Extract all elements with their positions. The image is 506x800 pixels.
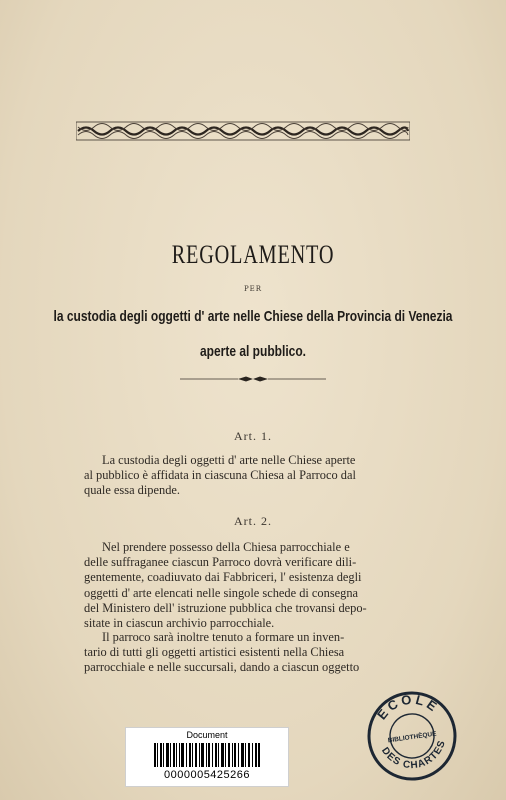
article-2-continuation	[84, 630, 414, 676]
text-line: gentemente, coadiuvato dai Fabbriceri, l' esistenza degli	[84, 570, 362, 585]
barcode-number: 0000005425266	[163, 769, 251, 781]
article-1-heading: Art. 1.	[234, 429, 272, 443]
title-connector: PER	[243, 285, 263, 293]
text-line: quale essa dipende.	[84, 483, 180, 498]
svg-text:ECOLE	[372, 690, 444, 724]
text-line: La custodia degli oggetti d' arte nelle Chiese aperte	[102, 453, 356, 467]
ornament-band	[76, 120, 410, 142]
text-line: tario di tutti gli oggetti artistici esistenti nella Chiesa	[84, 645, 345, 660]
text-line: sitate in ciascun archivio parrocchiale.	[84, 616, 275, 631]
text-line: oggetti d' arte elencati nelle singole schede di consegna	[84, 585, 359, 600]
stamp-top-text: ECOLE	[374, 691, 443, 723]
text-line: Il parroco sarà inoltre tenuto a formare un inven-	[102, 630, 345, 644]
text-line: delle suffraganee ciascun Parroco dovrà verificare dili-	[84, 555, 357, 570]
stamp-bottom-text: DES CHARTES	[379, 738, 449, 772]
subtitle-line-1: la custodia degli oggetti d' arte nelle Chiese della Provincia di Venezia	[53, 308, 453, 325]
text-line: al pubblico è affidata in ciascuna Chiesa al Parroco dal	[84, 468, 356, 483]
article-2-heading: Art. 2.	[234, 514, 272, 528]
subtitle-line-2: aperte al pubblico.	[199, 343, 307, 360]
section-divider	[180, 375, 326, 383]
barcode-label	[125, 727, 289, 787]
text-line: parrocchiale e nelle succursali, dando a ciascun oggetto	[84, 660, 360, 675]
library-stamp	[366, 690, 458, 782]
document-title: REGOLAMENTO	[171, 240, 335, 269]
text-line: del Ministero dell' istruzione pubblica che trovansi depo-	[84, 600, 367, 615]
article-1-paragraph	[84, 453, 414, 499]
article-2-paragraph	[84, 540, 414, 631]
label-title: Document	[186, 730, 228, 740]
text-line: Nel prendere possesso della Chiesa parrocchiale e	[102, 540, 350, 554]
stamp-center-text: BIBLIOTHÈQUE	[387, 730, 438, 745]
barcode-icon	[154, 743, 260, 767]
